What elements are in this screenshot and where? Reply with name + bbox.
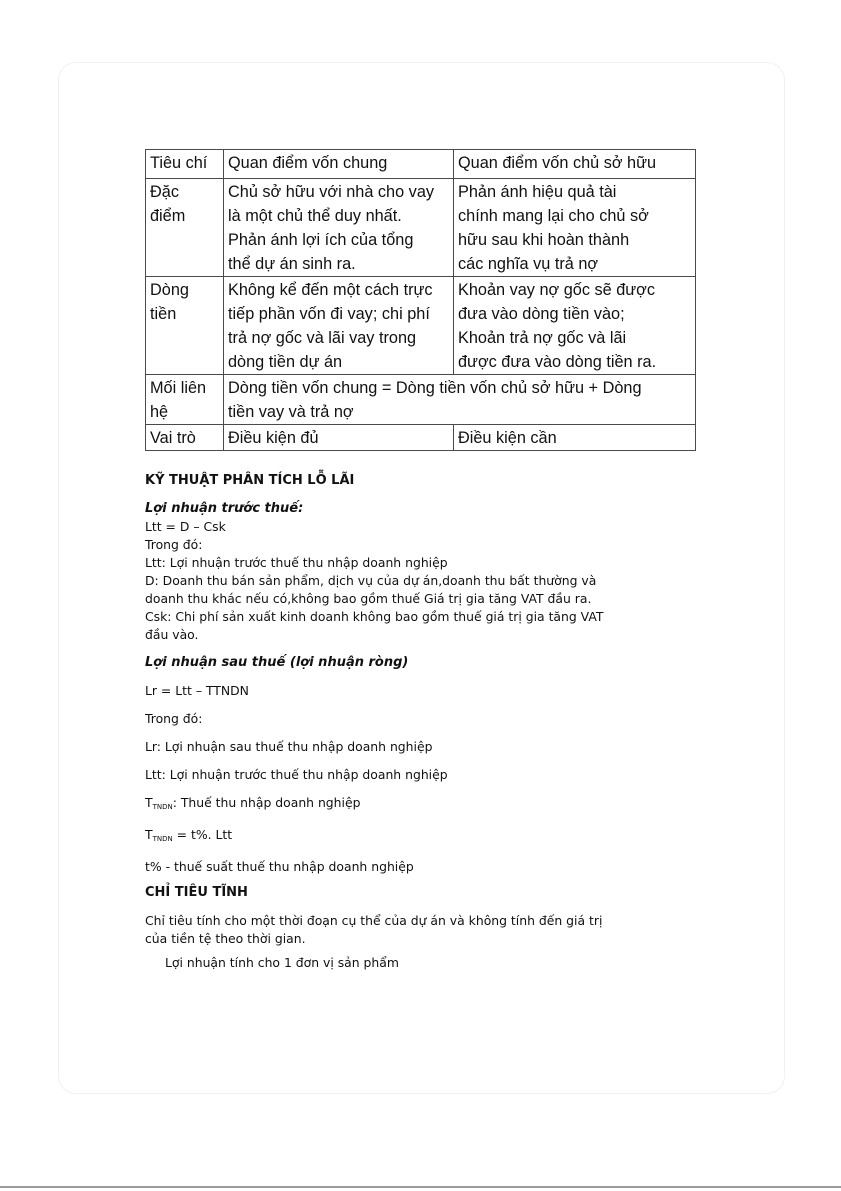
- comparison-table: [145, 149, 696, 451]
- paragraph: Trong đó:: [145, 537, 203, 552]
- paragraph: đầu vào.: [145, 627, 199, 642]
- formula: Ltt = D – Csk: [145, 519, 226, 534]
- paragraph: Lr: Lợi nhuận sau thuế thu nhập doanh nghiệp: [145, 739, 433, 754]
- row-equity: Điều kiện cần: [454, 425, 696, 451]
- row-merged: Dòng tiền vốn chung = Dòng tiền vốn chủ sở hữu + Dòng tiền vay và trả nợ: [224, 375, 696, 425]
- paragraph: t% - thuế suất thuế thu nhập doanh nghiệp: [145, 859, 414, 874]
- formula: $T_{TNDN} = t\%$. Ltt: [145, 827, 233, 843]
- section-heading: CHỈ TIÊU TĨNH: [145, 885, 248, 900]
- row-general: Chủ sở hữu với nhà cho vay là một chủ thể duy nhất. Phản ánh lợi ích của tổng thể dự án sinh ra.: [224, 179, 454, 277]
- paragraph: D: Doanh thu bán sản phẩm, dịch vụ của dự án,doanh thu bất thường và: [145, 573, 597, 588]
- document-body: [145, 472, 725, 972]
- paragraph: Ltt: Lợi nhuận trước thuế thu nhập doanh nghiệp: [145, 767, 448, 782]
- table-header-row: [146, 150, 696, 179]
- row-criterion: Vai trò: [146, 425, 224, 451]
- row-criterion: Đặc điểm: [146, 179, 224, 277]
- paragraph: Ltt: Lợi nhuận trước thuế thu nhập doanh nghiệp: [145, 555, 448, 570]
- table-row: [146, 425, 696, 451]
- paragraph: Chỉ tiêu tính cho một thời đoạn cụ thể của dự án và không tính đến giá trị: [145, 913, 603, 928]
- row-criterion: Dòng tiền: [146, 277, 224, 375]
- section-heading: KỸ THUẬT PHÂN TÍCH LỖ LÃI: [145, 473, 355, 488]
- paragraph: Trong đó:: [145, 711, 203, 726]
- page-edge-line: [0, 1186, 841, 1188]
- row-equity: Phản ánh hiệu quả tài chính mang lại cho chủ sở hữu sau khi hoàn thành các nghĩa vụ trả nợ: [454, 179, 696, 277]
- paragraph: $T_{TNDN}$: Thuế thu nhập doanh nghiệp: [145, 795, 361, 811]
- paragraph: doanh thu khác nếu có,không bao gồm thuế Giá trị gia tăng VAT đầu ra.: [145, 591, 592, 606]
- paragraph: của tiền tệ theo thời gian.: [145, 931, 306, 946]
- subsection-heading: Lợi nhuận trước thuế:: [145, 501, 304, 516]
- header-equity-capital: Quan điểm vốn chủ sở hữu: [454, 150, 696, 179]
- row-general: Điều kiện đủ: [224, 425, 454, 451]
- row-criterion: Mối liên hệ: [146, 375, 224, 425]
- row-general: Không kể đến một cách trực tiếp phần vốn đi vay; chi phí trả nợ gốc và lãi vay trong dòng tiền dự án: [224, 277, 454, 375]
- paragraph: Csk: Chi phí sản xuất kinh doanh không bao gồm thuế giá trị gia tăng VAT: [145, 609, 604, 624]
- list-item: Lợi nhuận tính cho 1 đơn vị sản phẩm: [165, 955, 399, 970]
- row-equity: Khoản vay nợ gốc sẽ được đưa vào dòng tiền vào; Khoản trả nợ gốc và lãi được đưa vào dòng tiền ra.: [454, 277, 696, 375]
- table-row: [146, 179, 696, 277]
- header-general-capital: Quan điểm vốn chung: [224, 150, 454, 179]
- table-row: [146, 375, 696, 425]
- table-row: [146, 277, 696, 375]
- subsection-heading: Lợi nhuận sau thuế (lợi nhuận ròng): [145, 655, 409, 670]
- formula: Lr = Ltt – TTNDN: [145, 683, 249, 698]
- header-criterion: Tiêu chí: [146, 150, 224, 179]
